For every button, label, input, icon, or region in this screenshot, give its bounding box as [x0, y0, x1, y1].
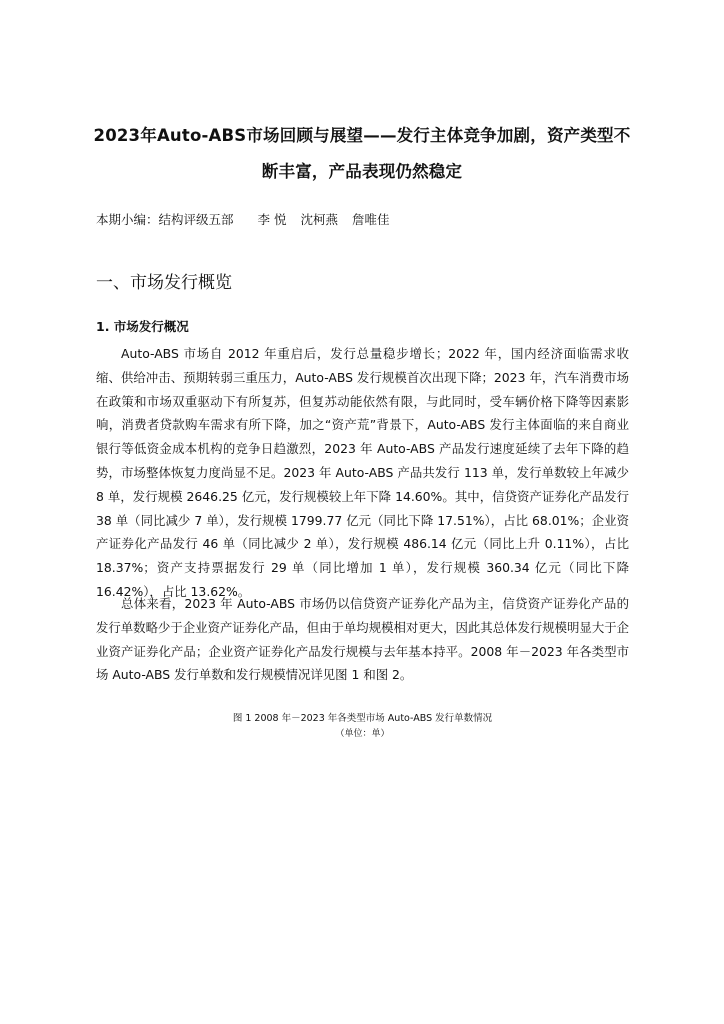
title-line-2: 断丰富，产品表现仍然稳定	[261, 162, 463, 181]
figure-caption: 图 1 2008 年－2023 年各类型市场 Auto-ABS 发行单数情况	[232, 713, 493, 724]
section-heading: 一、市场发行概览	[96, 273, 232, 293]
sub-heading: 1. 市场发行概况	[96, 319, 189, 334]
title-line-1: 2023年Auto-ABS市场回顾与展望——发行主体竞争加剧，资产类型不	[93, 126, 631, 145]
body-paragraph: 总体来看，2023 年 Auto-ABS 市场仍以信贷资产证券化产品为主，信贷资产证券化产品的发行单数略少于企业资产证券化产品，但由于单均规模相对更大，因此其总体发行规模明显大于企业资产证券化产品；企业资产证券化产品发行规模与去年基本持平。2008 年－2023 年各类型市场 Auto-ABS 发行单数和发行规模情况详见图 1 和图 2。	[96, 596, 629, 683]
document-title	[80, 118, 644, 190]
body-paragraph: Auto-ABS 市场自 2012 年重启后，发行总量稳步增长；2022 年，国内经济面临需求收缩、供给冲击、预期转弱三重压力，Auto-ABS 发行规模首次出现下降；2023 年，汽车消费市场在政策和市场双重驱动下有所复苏，但复苏动能依然有限，与此同时，受车辆价格下降等因素影响，消费者贷款购车需求有所下降，加之“资产荒”背景下，Auto-ABS 发行主体面临的来自商业银行等低资金成本机构的竞争日趋激烈，2023 年 Auto-ABS 产品发行速度延续了去年下降的趋势，市场整体恢复力度尚显不足。2023 年 Auto-ABS 产品共发行 113 单，发行单数较上年减少 8 单，发行规模 2646.25 亿元，发行规模较上年下降 14.60%。其中，信贷资产证券化产品发行 38 单（同比减少 7 单），发行规模 1799.77 亿元（同比下降 17.51%），占比 68.01%；企业资产证券化产品发行 46 单（同比减少 2 单），发行规模 486.14 亿元（同比上升 0.11%），占比 18.37%；资产支持票据发行 29 单（同比增加 1 单），发行规模 360.34 亿元（同比下降 16.42%），占比 13.62%。	[96, 346, 629, 599]
figure-unit: （单位：单）	[335, 729, 390, 739]
editor-name: 詹唯佳	[351, 212, 390, 227]
editor-name: 李 悦	[257, 212, 287, 227]
editors-label: 本期小编：结构评级五部	[96, 212, 234, 227]
editors-line	[96, 210, 399, 228]
editor-name: 沈柯燕	[300, 212, 338, 227]
